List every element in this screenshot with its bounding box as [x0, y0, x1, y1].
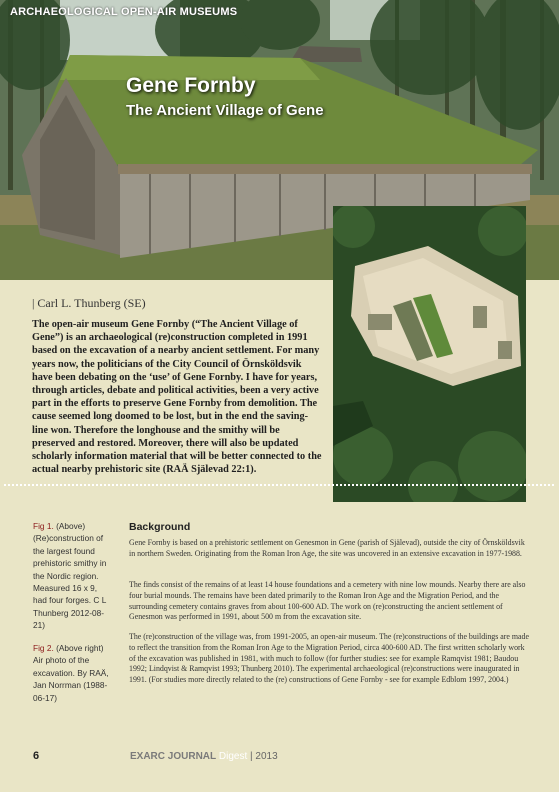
article-title: Gene Fornby: [126, 74, 256, 97]
page-number: 6: [33, 750, 40, 762]
journal-footer: [130, 751, 278, 762]
aerial-photo-excavation: [333, 206, 526, 502]
body-paragraph: The finds consist of the remains of at least 14 house foundations and a cemetery with nine low mounds. Nearby there are also four burial mounds. The remains have been dated primarily to the Roman Iron Age and the Migration Period, and the surrounding cemetery contains graves from about 100-600 AD. The work on (re)constructing the ancient settlement of Genesmon was performed in 1991, about 500 m from the excavation site.: [129, 580, 526, 622]
figure-caption-1: [33, 520, 111, 632]
caption-label: Fig 2.: [33, 643, 54, 653]
caption-text: (Above) (Re)construction of the largest found prehistoric smithy in the Nordic region. Measured 16 x 9, had four forges. C L Thunberg 2012-08-21): [33, 521, 107, 631]
section-heading-background: Background: [129, 521, 191, 533]
author-byline: | Carl L. Thunberg (SE): [32, 296, 146, 310]
dotted-divider: [4, 484, 554, 486]
intro-paragraph: The open-air museum Gene Fornby (“The Ancient Village of Gene”) is an archaeological (re)construction completed in 1991 based on the excavation of a nearby ancient settlement. For many years now, the politicians of the City Council of Örnsköldsvik have been debating on the ‘use’ of Gene Fornby. I have for years, through articles, debate and political activities, been a very active part in the efforts to preserve Gene Fornby from demolition. The cause seemed long doomed to be lost, but in the end the saving-line won. Therefore the longhouse and the smithy will be preserved and restored. Moreover, there will also be updated scholarly information material that will be better connected to the actual nearby prehistoric site (RAÄ Själevad 22:1).: [32, 319, 322, 476]
journal-name: EXARC JOURNAL: [130, 751, 217, 762]
article-subtitle: The Ancient Village of Gene: [126, 102, 324, 119]
figure-caption-2: [33, 642, 111, 704]
section-tag: ARCHAEOLOGICAL OPEN-AIR MUSEUMS: [10, 6, 238, 18]
caption-label: Fig 1.: [33, 521, 54, 531]
journal-digest: Digest: [216, 751, 248, 762]
body-paragraph: Gene Fornby is based on a prehistoric settlement on Genesmon in Gene (parish of Själevad), outside the city of Örnsköldsvik in northern Sweden. Originating from the Roman Iron Age, the site was uncovered in an extensive excavation in 1977-1988.: [129, 538, 525, 558]
body-paragraph: The (re)construction of the village was, from 1991-2005, an open-air museum. The (re)constructions of the buildings are made to reflect the transition from the Roman Iron Age to the Migration Period, circa 400-600 AD. The first written scholarly work of the excavation was published in 1981, with much to follow (for further studies: see for example Ramqvist 1981; Baudou 1992; Lindqvist & Ramqvist 1993; Thunberg 2010). The experimental archaeological (re)constructions were inaugurated in 1991. (For studies more directly related to the (re) constructions of Gene Fornby - see for example Edblom 1997, 2004.): [129, 632, 529, 685]
caption-text: (Above right) Air photo of the excavation. By RAÄ, Jan Norrman (1988-06-17): [33, 643, 109, 703]
journal-year: | 2013: [247, 751, 278, 762]
